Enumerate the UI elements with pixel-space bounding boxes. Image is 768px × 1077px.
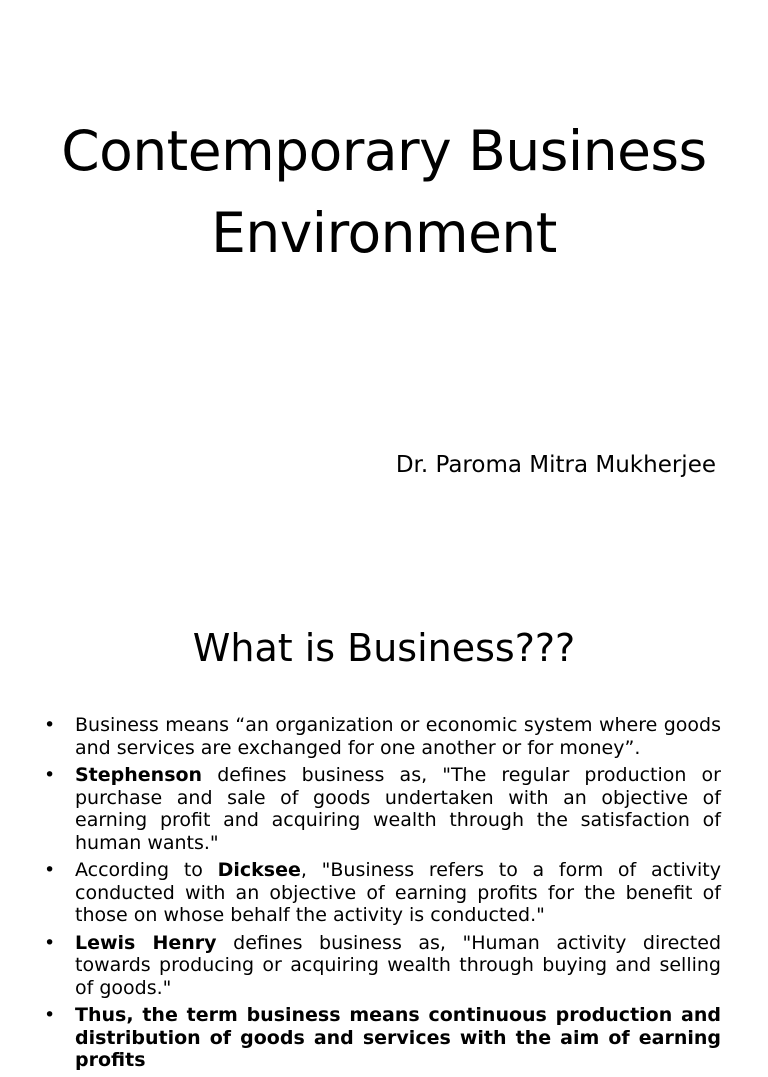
bullet-text: Business means “an organization or economic system where goods and services are exchanged for one another or for money”. xyxy=(75,714,721,759)
title-line-2: Environment xyxy=(211,201,557,265)
content-slide xyxy=(0,576,768,1071)
bullet-item xyxy=(44,714,721,759)
bullet-item xyxy=(44,932,721,1000)
bullet-item xyxy=(44,764,721,854)
author-name: Dr. Paroma Mitra Mukherjee xyxy=(395,452,716,478)
bullet-list xyxy=(44,714,721,1077)
bullet-text: , "Business refers to a form of activity conducted with an objective of earning profits for the benefit of those on whose behalf the activity is conducted." xyxy=(75,859,721,926)
slide-heading: What is Business??? xyxy=(192,626,576,670)
bullet-icon: • xyxy=(44,764,56,786)
bullet-icon: • xyxy=(44,859,56,881)
bullet-text: defines business as, "Human activity directed towards producing or acquiring wealth through buying and selling of goods." xyxy=(75,931,722,999)
bullet-icon: • xyxy=(44,714,56,736)
bullet-author-name: Stephenson xyxy=(75,764,203,786)
bullet-item xyxy=(44,859,721,927)
bullet-author-name: Dicksee xyxy=(217,859,301,881)
bullet-author-name: Lewis Henry xyxy=(75,931,217,954)
bullet-conclusion: Thus, the term business means continuous production and distribution of goods and services with the aim of earning profits xyxy=(75,1004,721,1071)
bullet-icon: • xyxy=(44,1004,56,1026)
title-line-1: Contemporary Business xyxy=(61,119,707,183)
bullet-prefix: According to xyxy=(75,859,218,881)
bullet-icon: • xyxy=(44,931,56,954)
bullet-item xyxy=(44,1004,721,1072)
presentation-title xyxy=(20,110,748,274)
bullet-text: defines business as, "The regular production or purchase and sale of goods undertaken with an objective of earning profit and acquiring wealth through the satisfaction of human wants." xyxy=(75,764,721,854)
